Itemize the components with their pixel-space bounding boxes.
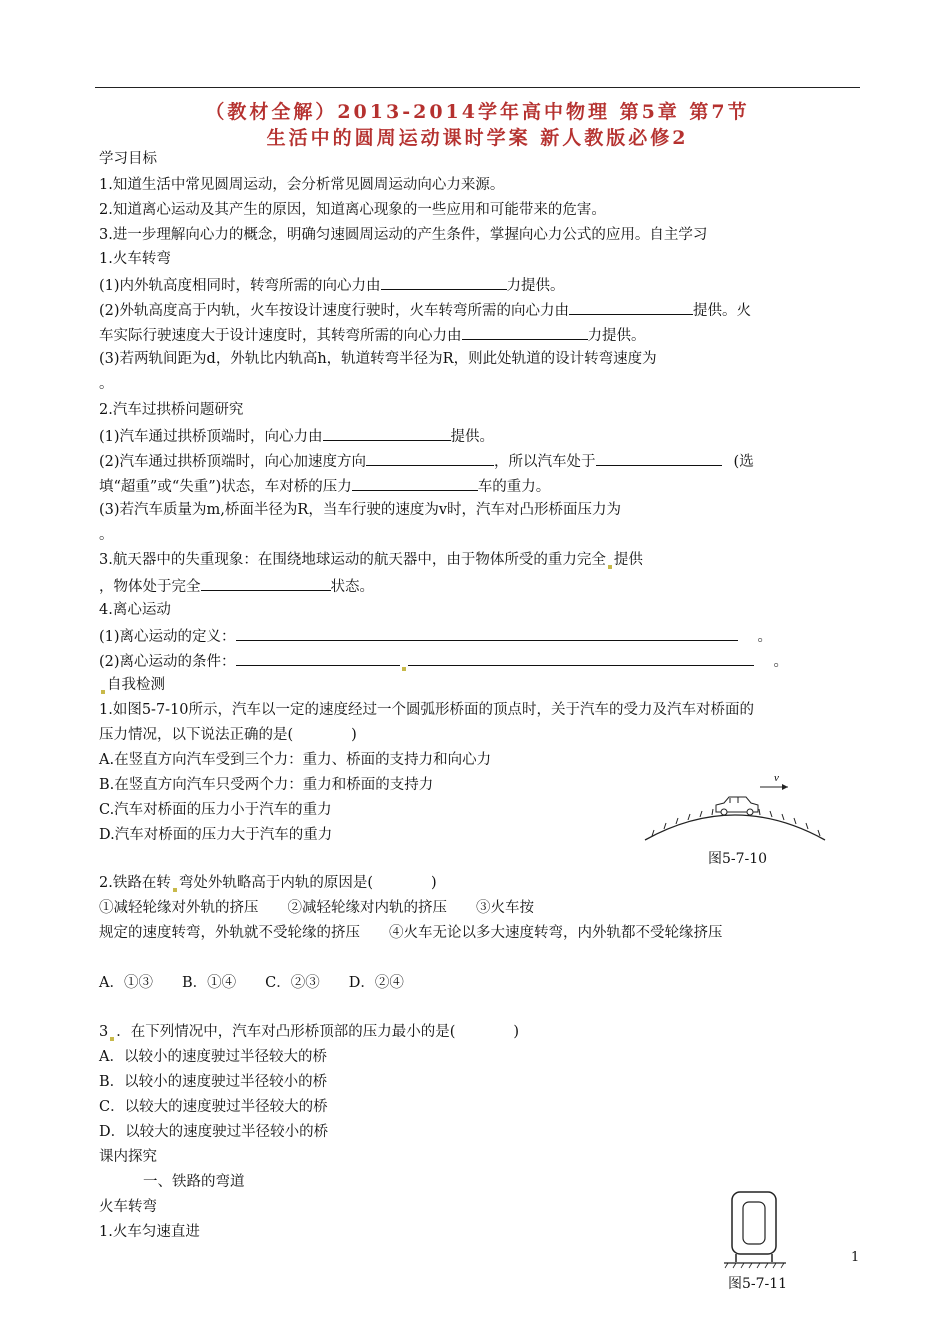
topic-heading: 4.离心运动	[99, 602, 171, 618]
question-line: (3)若汽车质量为m,桥面半径为R，当车行驶的速度为v时，汽车对凸形桥面压力为	[99, 502, 622, 518]
fill-blank[interactable]	[201, 576, 331, 591]
question-line: (3)若两轨间距为d，外轨比内轨高h，轨道转弯半径为R，则此处轨道的设计转弯速度为	[99, 351, 657, 367]
train-window	[743, 1202, 765, 1244]
subsection-heading: 一、铁路的弯道	[143, 1174, 245, 1190]
answer-options: A．①③ B．①④ C．②③ D．②④	[99, 975, 404, 991]
fill-blank[interactable]	[366, 451, 494, 466]
text-segment: (1)离心运动的定义：	[99, 629, 236, 645]
text-segment: 。	[773, 654, 789, 670]
fill-blank[interactable]	[569, 300, 693, 315]
velocity-label: v	[774, 772, 779, 784]
option-a: A.在竖直方向汽车受到三个力：重力、桥面的支持力和向心力	[99, 752, 492, 768]
section-heading	[99, 676, 165, 694]
question-line: ①减轻轮缘对外轨的挤压 ②减轻轮缘对内轨的挤压 ③火车按	[99, 900, 534, 916]
text-segment: ，所以汽车处于	[494, 454, 596, 470]
question-line	[99, 451, 754, 471]
question-line	[99, 874, 437, 892]
arrow-head-icon	[782, 784, 788, 790]
marker-dot	[402, 667, 406, 671]
option-d: D.汽车对桥面的压力大于汽车的重力	[99, 827, 333, 843]
text-segment: 提供。	[450, 429, 495, 445]
text-segment: ．在下列情况中，汽车对凸形桥顶部的压力最小的是( )	[116, 1024, 520, 1040]
question-line	[99, 1023, 519, 1041]
fill-blank[interactable]	[236, 651, 400, 666]
fill-blank[interactable]	[408, 651, 754, 666]
question-line	[99, 626, 772, 646]
fill-blank[interactable]	[462, 325, 588, 340]
text-segment: (2)外轨高度高于内轨，火车按设计速度行驶时，火车转弯所需的向心力由	[99, 303, 570, 319]
text-segment: 自我检测	[107, 677, 165, 693]
text-segment: 状态。	[330, 579, 374, 595]
text-segment: 填“超重”或“失重”)状态，车对桥的压力	[99, 479, 352, 495]
text-segment: 力提供。	[587, 328, 646, 344]
text-segment: 提供。火	[693, 303, 752, 319]
fill-blank[interactable]	[352, 476, 478, 491]
option-c: C.汽车对桥面的压力小于汽车的重力	[99, 802, 332, 818]
fill-blank[interactable]	[236, 626, 738, 641]
text-segment: 车的重力。	[477, 479, 551, 495]
question-line	[99, 551, 643, 569]
option-d: D．以较大的速度驶过半径较小的桥	[99, 1124, 329, 1140]
train-diagram	[722, 1190, 792, 1270]
marker-dot	[173, 888, 177, 892]
objective-3: 3.进一步理解向心力的概念，明确匀速圆周运动的产生条件，掌握向心力公式的应用。自主学习	[99, 227, 708, 243]
fill-blank[interactable]	[323, 426, 451, 441]
bridge-diagram	[640, 770, 830, 845]
text-segment: 3.航天器中的失重现象：在围绕地球运动的航天器中，由于物体所受的重力完全	[99, 552, 606, 568]
text-segment: 3	[99, 1024, 109, 1040]
fill-blank[interactable]	[381, 275, 507, 290]
figure-caption: 图5-7-11	[728, 1276, 788, 1292]
question-line	[99, 576, 374, 596]
option-b: B.在竖直方向汽车只受两个力：重力和桥面的支持力	[99, 777, 434, 793]
text-segment: 。	[757, 629, 773, 645]
car-icon	[716, 797, 758, 815]
title-line-2: 生活中的圆周运动课时学案 新人教版必修2	[266, 127, 689, 149]
question-line	[99, 275, 565, 295]
section-heading: 学习目标	[99, 151, 157, 167]
question-line: 压力情况，以下说法正确的是( )	[99, 727, 357, 743]
section-heading: 课内探究	[99, 1149, 157, 1165]
text-segment: ，物体处于完全	[99, 579, 201, 595]
question-line: 。	[99, 527, 114, 543]
text-segment: 2.铁路在转	[99, 875, 171, 891]
question-line	[99, 325, 646, 345]
objective-2: 2.知道离心运动及其产生的原因，知道离心现象的一些应用和可能带来的危害。	[99, 202, 606, 218]
text-segment: 提供	[613, 552, 643, 568]
option-a: A．以较小的速度驶过半径较大的桥	[99, 1049, 327, 1065]
topic-heading: 火车转弯	[99, 1199, 157, 1215]
topic-item: 1.火车匀速直进	[99, 1224, 200, 1240]
title-line-1: （教材全解）2013-2014学年高中物理 第5章 第7节	[205, 101, 750, 123]
ground-hatching	[725, 1263, 784, 1268]
marker-dot	[101, 690, 105, 694]
figure-bridge	[640, 770, 830, 849]
text-segment: 力提供。	[506, 278, 565, 294]
topic-heading: 1.火车转弯	[99, 251, 171, 267]
text-segment: (1)内外轨高度相同时，转弯所需的向心力由	[99, 278, 381, 294]
text-segment: 弯处外轨略高于内轨的原因是( )	[178, 875, 437, 891]
question-line: 1.如图5-7-10所示，汽车以一定的速度经过一个圆弧形桥面的顶点时，关于汽车的受力及汽车对桥面的	[99, 702, 755, 718]
text-segment: (2)离心运动的条件：	[99, 654, 236, 670]
question-line	[99, 651, 788, 671]
figure-caption: 图5-7-10	[708, 851, 768, 867]
text-segment: (1)汽车通过拱桥顶端时，向心力由	[99, 429, 323, 445]
text-segment: (选	[733, 454, 754, 470]
option-b: B．以较小的速度驶过半径较小的桥	[99, 1074, 328, 1090]
objective-1: 1.知道生活中常见圆周运动，会分析常见圆周运动向心力来源。	[99, 177, 505, 193]
marker-dot	[110, 1037, 114, 1041]
topic-heading: 2.汽车过拱桥问题研究	[99, 402, 244, 418]
question-line	[99, 476, 550, 496]
figure-train	[722, 1190, 792, 1274]
question-line	[99, 300, 751, 320]
bridge-arc	[645, 815, 825, 840]
header-rule	[95, 87, 860, 88]
page-number: 1	[851, 1250, 860, 1265]
text-segment: (2)汽车通过拱桥顶端时，向心加速度方向	[99, 454, 367, 470]
text-segment: 车实际行驶速度大于设计速度时，其转弯所需的向心力由	[99, 328, 462, 344]
question-line: 。	[99, 376, 114, 392]
fill-blank[interactable]	[596, 451, 722, 466]
marker-dot	[608, 565, 612, 569]
question-line	[99, 426, 494, 446]
option-c: C．以较大的速度驶过半径较大的桥	[99, 1099, 328, 1115]
question-line: 规定的速度转弯，外轨就不受轮缘的挤压 ④火车无论以多大速度转弯，内外轨都不受轮缘挤压	[99, 925, 723, 941]
